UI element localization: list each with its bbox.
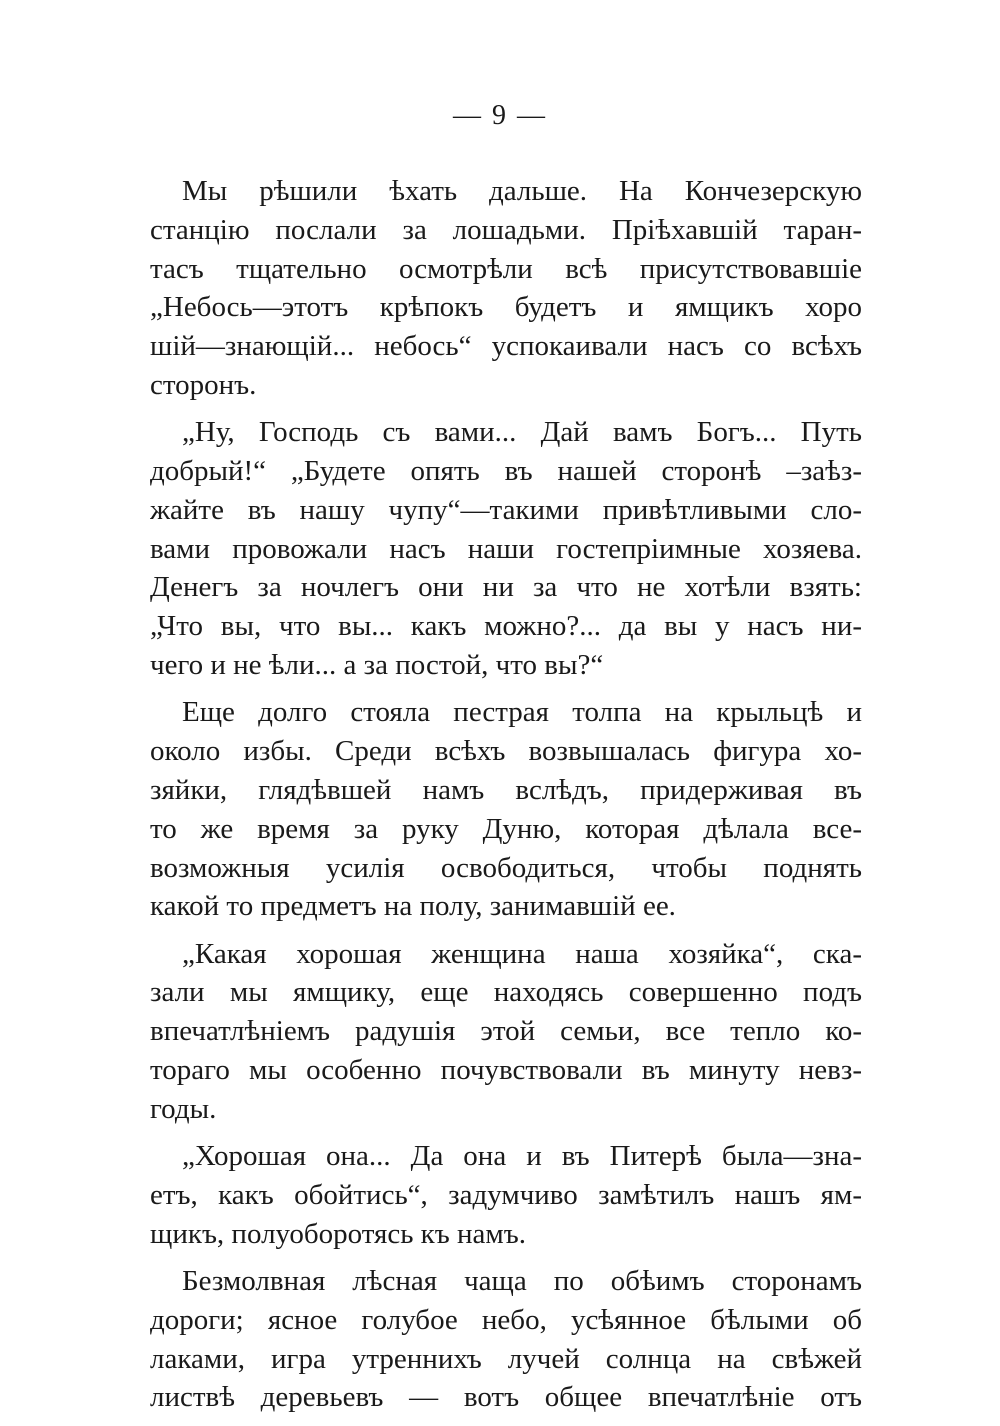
text-line: жайте въ нашу чупу“—такими привѣтливыми сло- (150, 493, 862, 526)
text-line: „Какая хорошая женщина наша хозяйка“, ска- (182, 937, 862, 970)
text-line: около избы. Среди всѣхъ возвышалась фигура хо- (150, 735, 862, 768)
paragraph (150, 1262, 862, 1417)
text-line: Денегъ за ночлегъ они ни за что не хотѣли взять: (150, 571, 862, 604)
text-line: зали мы ямщику, еще находясь совершенно подъ (150, 976, 862, 1009)
text-line: Еще долго стояла пестрая толпа на крыльцѣ и (182, 696, 862, 729)
text-line: листвѣ деревьевъ — вотъ общее впечатлѣніе отъ (150, 1381, 862, 1414)
paragraph (150, 935, 862, 1129)
text-line: станцію послали за лошадьми. Пріѣхавшій таран- (150, 213, 862, 246)
text-line: шій—знающій... небось“ успокаивали насъ со всѣхъ (150, 330, 862, 363)
text-line: „Хорошая она... Да она и въ Питерѣ была—зна- (182, 1140, 862, 1173)
text-line: зяйки, глядѣвшей намъ вслѣдъ, придерживая въ (150, 773, 862, 806)
text-body (150, 172, 862, 1426)
text-line: добрый!“ „Будете опять въ нашей сторонѣ –заѣз- (150, 455, 862, 488)
text-line: „Ну, Господь съ вами... Дай вамъ Богъ... Путь (182, 416, 862, 449)
text-line: Мы рѣшили ѣхать дальше. На Кончезерскую (182, 175, 862, 207)
text-line: Безмолвная лѣсная чаща по обѣимъ сторонамъ (182, 1265, 862, 1298)
text-line: щикъ, полуоборотясь къ намъ. (150, 1217, 526, 1250)
text-line: возможныя усилія освободиться, чтобы поднять (150, 851, 862, 884)
text-line: годы. (150, 1092, 217, 1125)
text-line: то же время за руку Дуню, которая дѣлала все- (150, 812, 862, 845)
text-line: лаками, игра утреннихъ лучей солнца на свѣжей (150, 1342, 862, 1375)
text-line: впечатлѣніемъ радушія этой семьи, все тепло ко- (150, 1015, 862, 1048)
paragraph (150, 1137, 862, 1253)
text-line: вами провожали насъ наши гостепріимные хозяева. (150, 532, 862, 565)
text-line: „Небось—этотъ крѣпокъ будетъ и ямщикъ хоро (150, 291, 862, 324)
text-line: сторонъ. (150, 368, 257, 401)
paragraph (150, 693, 862, 926)
paragraph (150, 172, 862, 405)
text-line: тасъ тщательно осмотрѣли всѣ присутствовавшіе (150, 252, 862, 285)
paragraph (150, 413, 862, 685)
text-line: какой то предметъ на полу, занимавшій ее. (150, 890, 676, 923)
text-line: тораго мы особенно почувствовали въ минуту невз- (150, 1054, 862, 1087)
text-line: дороги; ясное голубое небо, усѣянное бѣлыми об (150, 1303, 862, 1336)
text-line: „Что вы, что вы... какъ можно?... да вы у насъ ни- (150, 610, 862, 643)
text-line: етъ, какъ обойтись“, задумчиво замѣтилъ нашъ ям- (150, 1178, 862, 1211)
text-line: чего и не ѣли... а за постой, что вы?“ (150, 649, 604, 682)
page-number: — 9 — (453, 100, 547, 131)
